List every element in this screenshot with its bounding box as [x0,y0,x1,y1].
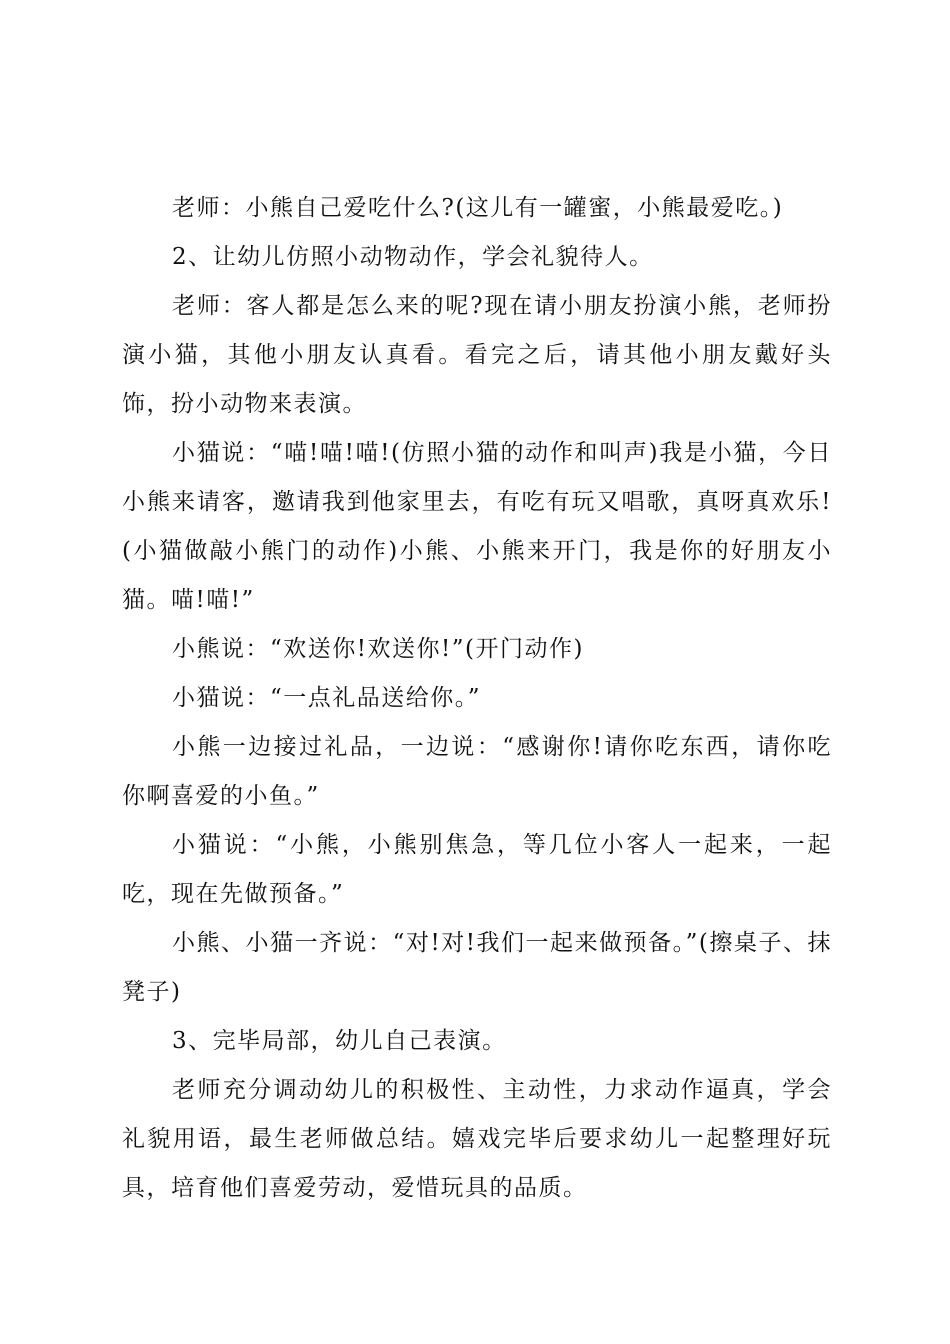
paragraph-step-2: 2、让幼儿仿照小动物动作，学会礼貌待人。 [172,244,654,270]
paragraph-teacher-roles: 老师：客人都是怎么来的呢?现在请小朋友扮演小熊，老师扮演小猫，其他小朋友认真看。看完之后，请其他小朋友戴好头饰，扮小动物来表演。 [122,293,832,417]
paragraph-bear-welcome: 小熊说：“欢送你!欢送你!”(开门动作) [172,636,584,662]
paragraph-step-3: 3、完毕局部，幼儿自己表演。 [172,1028,507,1054]
paragraph-bear-thanks: 小熊一边接过礼品，一边说：“感谢你!请你吃东西，请你吃你啊喜爱的小鱼。” [122,734,832,809]
paragraph-cat-speech: 小猫说：“喵!喵!喵!(仿照小猫的动作和叫声)我是小猫，今日小熊来请客，邀请我到他家里去，有吃有玩又唱歌，真呀真欢乐!(小猫做敲小熊门的动作)小熊、小熊来开门，我是你的好朋友小猫。喵!喵!” [122,440,832,613]
paragraph-summary: 老师充分调动幼儿的积极性、主动性，力求动作逼真，学会礼貌用语，最生老师做总结。嬉戏完毕后要求幼儿一起整理好玩具，培育他们喜爱劳动，爱惜玩具的品质。 [122,1077,832,1201]
paragraph-together-prepare: 小熊、小猫一齐说：“对!对!我们一起来做预备。”(擦桌子、抹凳子) [122,930,832,1005]
document-body [122,184,832,1213]
paragraph-teacher-question: 老师：小熊自己爱吃什么?(这儿有一罐蜜，小熊最爱吃。) [172,195,784,221]
paragraph-cat-gift: 小猫说：“一点礼品送给你。” [172,685,482,711]
paragraph-cat-wait: 小猫说：“小熊，小熊别焦急，等几位小客人一起来，一起吃，现在先做预备。” [122,832,832,907]
